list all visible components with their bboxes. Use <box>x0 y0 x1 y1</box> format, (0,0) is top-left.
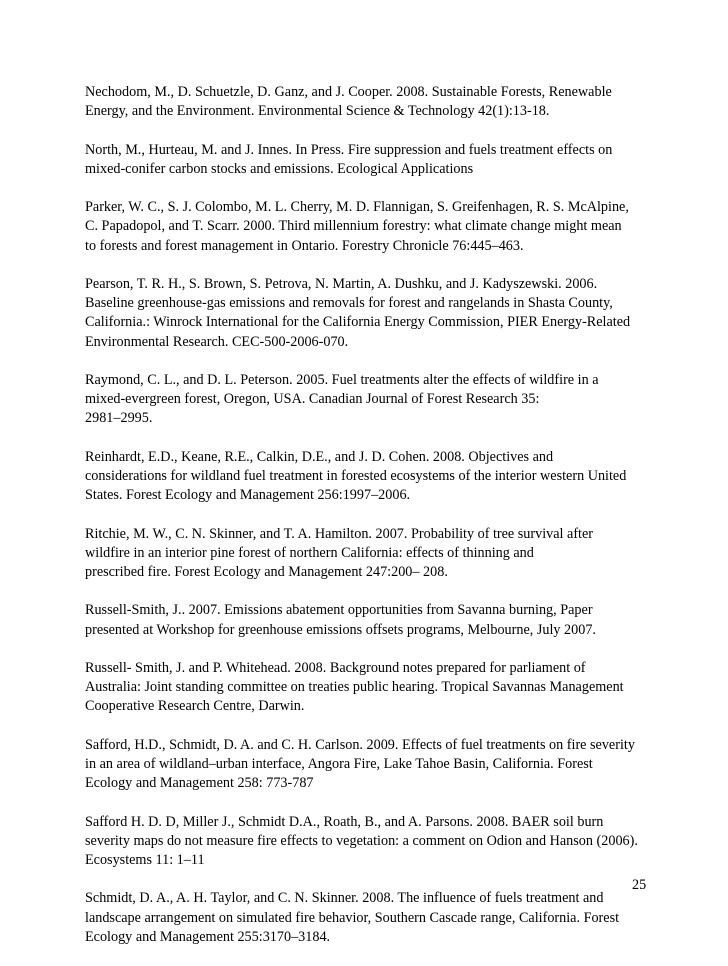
reference-entry <box>85 198 655 256</box>
reference-line: wildfire in an interior pine forest of northern California: effects of thinning and <box>85 544 534 561</box>
reference-line: California.: Winrock International for the California Energy Commission, PIER Energy-Related <box>85 314 631 331</box>
reference-line: Schmidt, D. A., A. H. Taylor, and C. N. Skinner. 2008. The influence of fuels treatment and <box>85 890 604 907</box>
reference-entry <box>85 448 655 506</box>
reference-line: Australia: Joint standing committee on treaties public hearing. Tropical Savannas Management <box>85 679 624 696</box>
reference-line: Ecology and Management 255:3170–3184. <box>85 928 331 945</box>
reference-line: to forests and forest management in Ontario. Forestry Chronicle 76:445–463. <box>85 237 524 254</box>
reference-entry <box>85 275 655 352</box>
reference-entry <box>85 659 655 717</box>
reference-line: mixed-evergreen forest, Oregon, USA. Canadian Journal of Forest Research 35: <box>85 391 540 408</box>
reference-line: Ecosystems 11: 1–11 <box>85 851 205 868</box>
reference-line: in an area of wildland–urban interface, Angora Fire, Lake Tahoe Basin, California. Forest <box>85 755 593 772</box>
reference-line: 2981–2995. <box>85 410 153 427</box>
reference-entry <box>85 601 655 639</box>
reference-line: prescribed fire. Forest Ecology and Management 247:200– 208. <box>85 563 448 580</box>
page-number: 25 <box>632 877 647 893</box>
reference-line: mixed-conifer carbon stocks and emissions. Ecological Applications <box>85 160 474 177</box>
reference-line: States. Forest Ecology and Management 256:1997–2006. <box>85 487 411 504</box>
reference-line: Environmental Research. CEC-500-2006-070. <box>85 333 349 350</box>
reference-line: Nechodom, M., D. Schuetzle, D. Ganz, and J. Cooper. 2008. Sustainable Forests, Renewable <box>85 84 612 100</box>
reference-line: Pearson, T. R. H., S. Brown, S. Petrova, N. Martin, A. Dushku, and J. Kadyszewski. 2006. <box>85 275 598 292</box>
reference-line: presented at Workshop for greenhouse emissions offsets programs, Melbourne, July 2007. <box>85 621 596 638</box>
reference-line: Russell-Smith, J.. 2007. Emissions abatement opportunities from Savanna burning, Paper <box>85 602 593 619</box>
reference-line: Baseline greenhouse-gas emissions and removals for forest and rangelands in Shasta County, <box>85 295 613 312</box>
reference-entry <box>85 736 655 794</box>
reference-line: Ecology and Management 258: 773-787 <box>85 775 314 792</box>
reference-entry <box>85 371 655 429</box>
reference-line: Parker, W. C., S. J. Colombo, M. L. Cherry, M. D. Flannigan, S. Greifenhagen, R. S. McAlpine, <box>85 199 629 216</box>
reference-line: Energy, and the Environment. Environmental Science & Technology 42(1):13-18. <box>85 103 550 120</box>
reference-line: Ritchie, M. W., C. N. Skinner, and T. A. Hamilton. 2007. Probability of tree survival after <box>85 525 594 542</box>
reference-line: C. Papadopol, and T. Scarr. 2000. Third millennium forestry: what climate change might mean <box>85 218 622 235</box>
reference-entry <box>85 813 655 871</box>
reference-line: Reinhardt, E.D., Keane, R.E., Calkin, D.E., and J. D. Cohen. 2008. Objectives and <box>85 448 554 465</box>
reference-line: Russell- Smith, J. and P. Whitehead. 2008. Background notes prepared for parliament of <box>85 659 586 676</box>
reference-list <box>85 83 655 966</box>
reference-line: Raymond, C. L., and D. L. Peterson. 2005. Fuel treatments alter the effects of wildfire in a <box>85 371 599 388</box>
reference-line: landscape arrangement on simulated fire behavior, Southern Cascade range, California. Forest <box>85 909 620 926</box>
reference-entry <box>85 141 655 179</box>
reference-entry <box>85 889 655 947</box>
reference-line: considerations for wildland fuel treatment in forested ecosystems of the interior western United <box>85 467 627 484</box>
reference-line: severity maps do not measure fire effects to vegetation: a comment on Odion and Hanson (2006). <box>85 832 638 849</box>
reference-entry <box>85 83 655 121</box>
reference-entry <box>85 525 655 583</box>
reference-line: Cooperative Research Centre, Darwin. <box>85 698 305 715</box>
reference-line: North, M., Hurteau, M. and J. Innes. In Press. Fire suppression and fuels treatment effects on <box>85 141 613 158</box>
reference-line: Safford H. D. D, Miller J., Schmidt D.A., Roath, B., and A. Parsons. 2008. BAER soil burn <box>85 813 604 830</box>
reference-line: Safford, H.D., Schmidt, D. A. and C. H. Carlson. 2009. Effects of fuel treatments on fire severity <box>85 736 635 753</box>
